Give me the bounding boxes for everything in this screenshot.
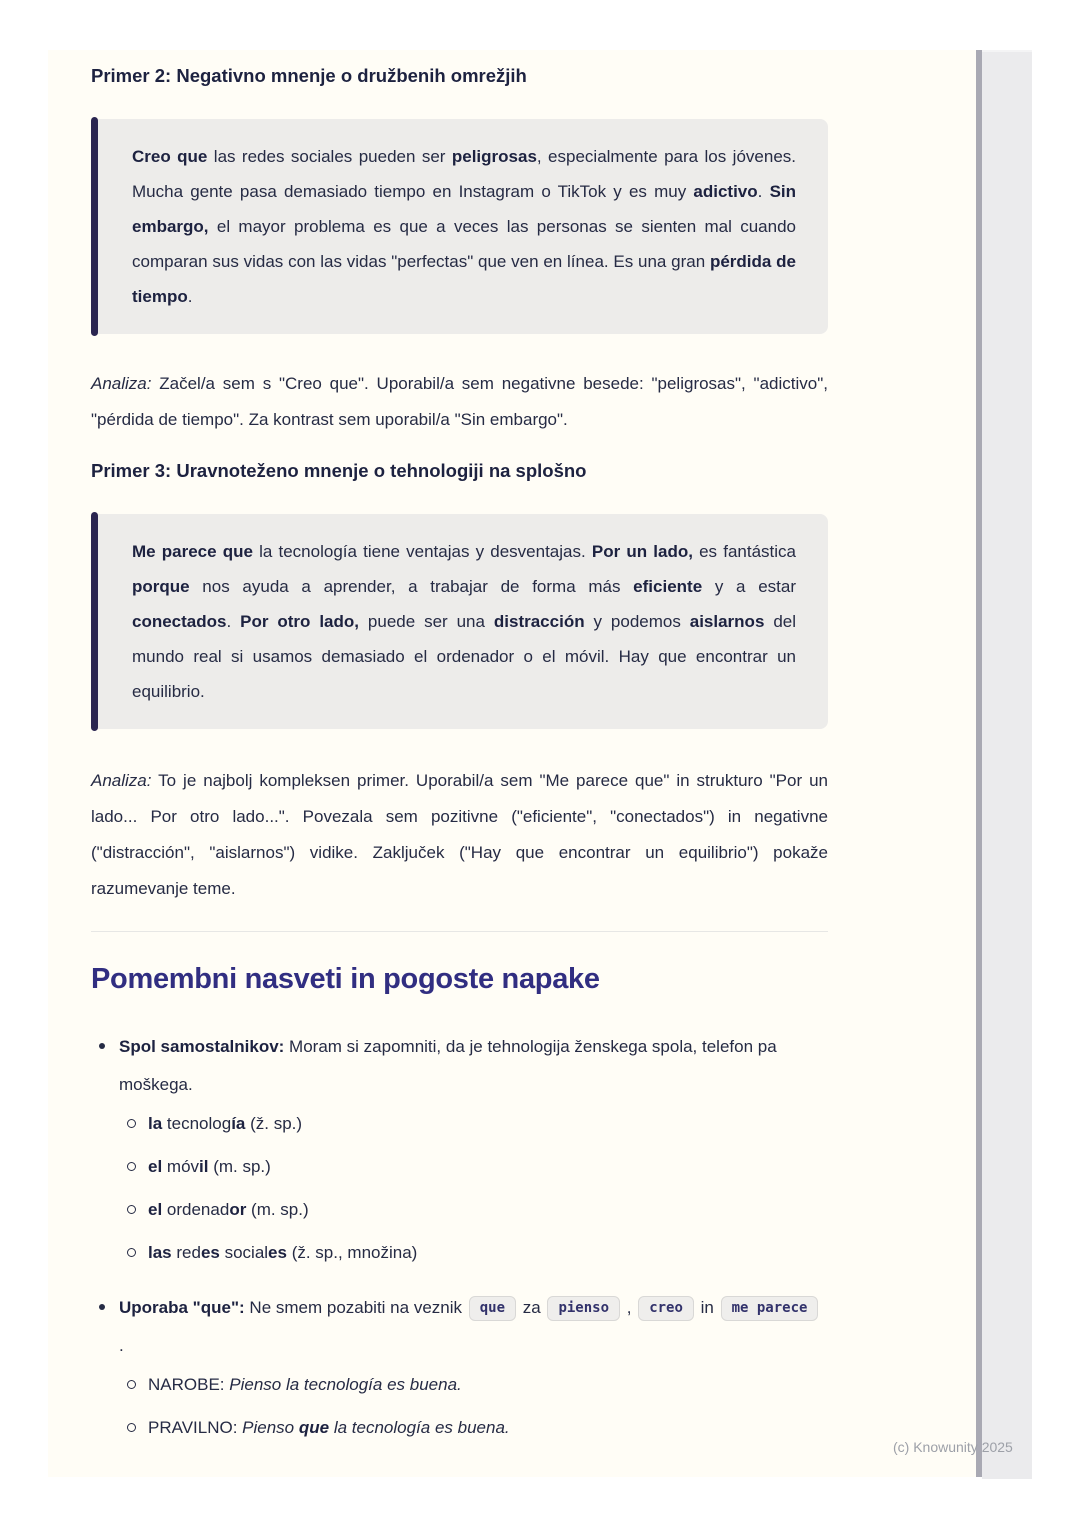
example-quote-primer3 — [91, 514, 828, 729]
section-heading-primer3: Primer 3: Uravnoteženo mnenje o tehnologiji na splošno — [91, 460, 587, 481]
tips-heading: Pomembni nasveti in pogoste napake — [91, 963, 600, 995]
example-quote-primer2 — [91, 119, 828, 334]
bullet-disc-icon — [99, 1043, 105, 1049]
quote-accent-bar-icon — [91, 512, 98, 731]
section-heading-primer2: Primer 2: Negativno mnenje o družbenih omrežjih — [91, 65, 527, 86]
bullet-ring-icon — [127, 1380, 136, 1389]
sub-list-item — [127, 1241, 828, 1265]
sub-item-text: NAROBE: Pienso la tecnología es buena. — [148, 1375, 462, 1394]
analysis-paragraph-primer2: Analiza: Začel/a sem s "Creo que". Uporabil/a sem negativne besede: "peligrosas", "adictivo", "pérdida de tiempo". Za kontrast sem uporabil/a "Sin embargo". — [91, 374, 828, 429]
sub-list-item — [127, 1155, 828, 1179]
list-item-body — [119, 1289, 828, 1440]
bullet-ring-icon — [127, 1423, 136, 1432]
sub-list-item — [127, 1112, 828, 1136]
quote-text-primer2: Creo que las redes sociales pueden ser peligrosas, especialmente para los jóvenes. Mucha gente pasa demasiado tiempo en Instagram o TikTok y es muy adictivo. Sin embargo, el mayor problema es que a veces las personas se sienten mal cuando comparan sus vidas con las vidas "perfectas" que ven en línea. Es una gran pérdida de tiempo. — [132, 147, 797, 306]
sub-item-text: las redes sociales (ž. sp., množina) — [148, 1243, 418, 1262]
inline-code-chip: creo — [638, 1296, 694, 1321]
tips-list — [91, 1028, 828, 1440]
bullet-disc-icon — [99, 1304, 105, 1310]
sub-list-item — [127, 1198, 828, 1222]
quote-text-primer3: Me parece que la tecnología tiene ventajas y desventajas. Por un lado, es fantástica porque nos ayuda a aprender, a trabajar de forma más eficiente y a estar conectados. Por otro lado, puede ser una distracción y podemos aislarnos del mundo real si usamos demasiado el ordenador o el móvil. Hay que encontrar un equilibrio. — [132, 542, 796, 701]
list-item-text: Spol samostalnikov: Moram si zapomniti, da je tehnologija ženskega spola, telefon pa moškega. — [119, 1037, 777, 1094]
sub-list-noun-gender — [119, 1112, 828, 1265]
list-item-que-usage — [91, 1289, 828, 1440]
bullet-ring-icon — [127, 1248, 136, 1257]
sub-item-text: el ordenador (m. sp.) — [148, 1200, 309, 1219]
inline-code-chip: que — [469, 1296, 516, 1321]
quote-accent-bar-icon — [91, 117, 98, 336]
inline-code-chip: pienso — [547, 1296, 620, 1321]
page-content — [91, 50, 828, 1440]
sub-list-item — [127, 1373, 828, 1397]
side-panel-edge[interactable] — [982, 50, 1032, 1479]
section-divider — [91, 931, 828, 932]
copyright-watermark: (c) Knowunity 2025 — [893, 1439, 1013, 1455]
list-item-body — [119, 1028, 828, 1265]
bullet-ring-icon — [127, 1119, 136, 1128]
analysis-paragraph-primer3: Analiza: To je najbolj kompleksen primer. Uporabil/a sem "Me parece que" in strukturo "Por un lado... Por otro lado...". Povezala sem pozitivne ("eficiente", "conectados") in negativne ("distracción", "aislarnos") vidike. Zaključek ("Hay que encontrar un equilibrio") pokaže razumevanje teme. — [91, 771, 828, 898]
bullet-ring-icon — [127, 1162, 136, 1171]
list-item-noun-gender — [91, 1028, 828, 1265]
inline-code-chip: me parece — [721, 1296, 819, 1321]
sub-list-que-usage — [119, 1373, 828, 1440]
sub-item-text: PRAVILNO: Pienso que la tecnología es buena. — [148, 1418, 510, 1437]
sub-item-text: el móvil (m. sp.) — [148, 1157, 271, 1176]
bullet-ring-icon — [127, 1205, 136, 1214]
sub-item-text: la tecnología (ž. sp.) — [148, 1114, 303, 1133]
list-item-text: Uporaba "que": Ne smem pozabiti na veznik que za pienso , creo in me parece . — [119, 1289, 828, 1365]
sub-list-item — [127, 1416, 828, 1440]
